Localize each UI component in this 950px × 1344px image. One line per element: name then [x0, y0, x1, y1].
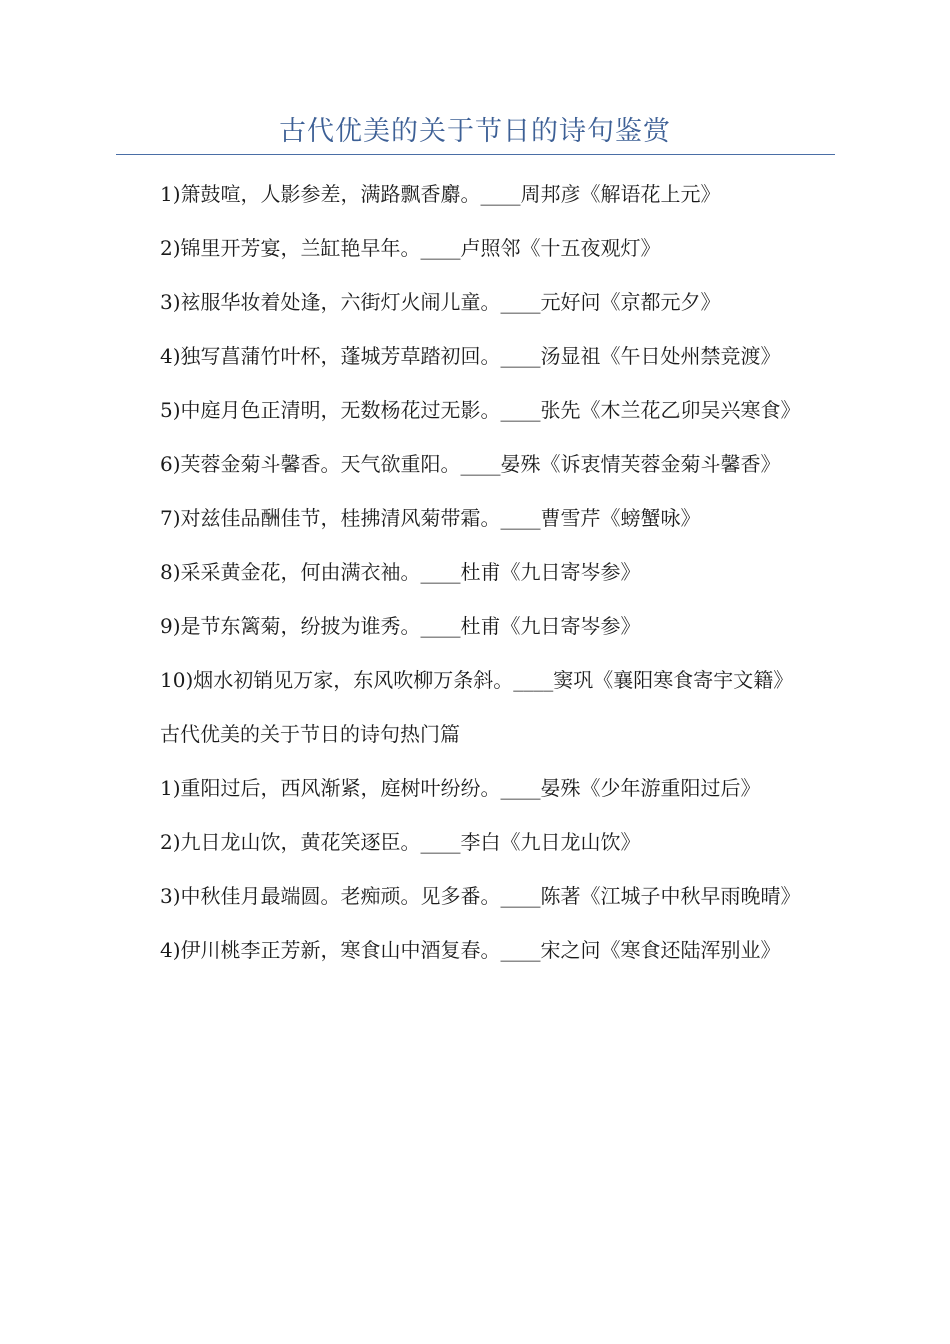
poem-line: 6)芙蓉金菊斗馨香。天气欲重阳。____晏殊《诉衷情芙蓉金菊斗馨香》 [160, 452, 781, 476]
page-title: 古代优美的关于节日的诗句鉴赏 [279, 116, 671, 147]
poem-line: 9)是节东篱菊，纷披为谁秀。____杜甫《九日寄岑参》 [160, 614, 641, 638]
poem-line: 3)袨服华妆着处逢，六街灯火闹儿童。____元好问《京都元夕》 [160, 290, 721, 314]
poem-line: 1)重阳过后，西风渐紧，庭树叶纷纷。____晏殊《少年游重阳过后》 [160, 776, 761, 800]
section-heading: 古代优美的关于节日的诗句热门篇 [160, 722, 460, 746]
poem-line: 2)锦里开芳宴，兰缸艳早年。____卢照邻《十五夜观灯》 [160, 236, 661, 260]
document-body [116, 176, 834, 986]
poem-line: 10)烟水初销见万家，东风吹柳万条斜。____窦巩《襄阳寒食寄宇文籍》 [160, 668, 794, 692]
poem-line: 4)伊川桃李正芳新，寒食山中酒复春。____宋之问《寒食还陆浑别业》 [160, 938, 781, 962]
poem-line: 4)独写菖蒲竹叶杯，蓬城芳草踏初回。____汤显祖《午日处州禁竞渡》 [160, 344, 781, 368]
poem-line: 3)中秋佳月最端圆。老痴顽。见多番。____陈著《江城子中秋早雨晚晴》 [160, 884, 801, 908]
poem-line: 7)对兹佳品酬佳节，桂拂清风菊带霜。____曹雪芹《螃蟹咏》 [160, 506, 701, 530]
poem-line: 2)九日龙山饮，黄花笑逐臣。____李白《九日龙山饮》 [160, 830, 641, 854]
poem-line: 5)中庭月色正清明，无数杨花过无影。____张先《木兰花乙卯吴兴寒食》 [160, 398, 801, 422]
title-underline [116, 154, 835, 155]
poem-line: 8)采采黄金花，何由满衣袖。____杜甫《九日寄岑参》 [160, 560, 641, 584]
poem-line: 1)箫鼓喧，人影参差，满路飘香麝。____周邦彦《解语花上元》 [160, 182, 721, 206]
